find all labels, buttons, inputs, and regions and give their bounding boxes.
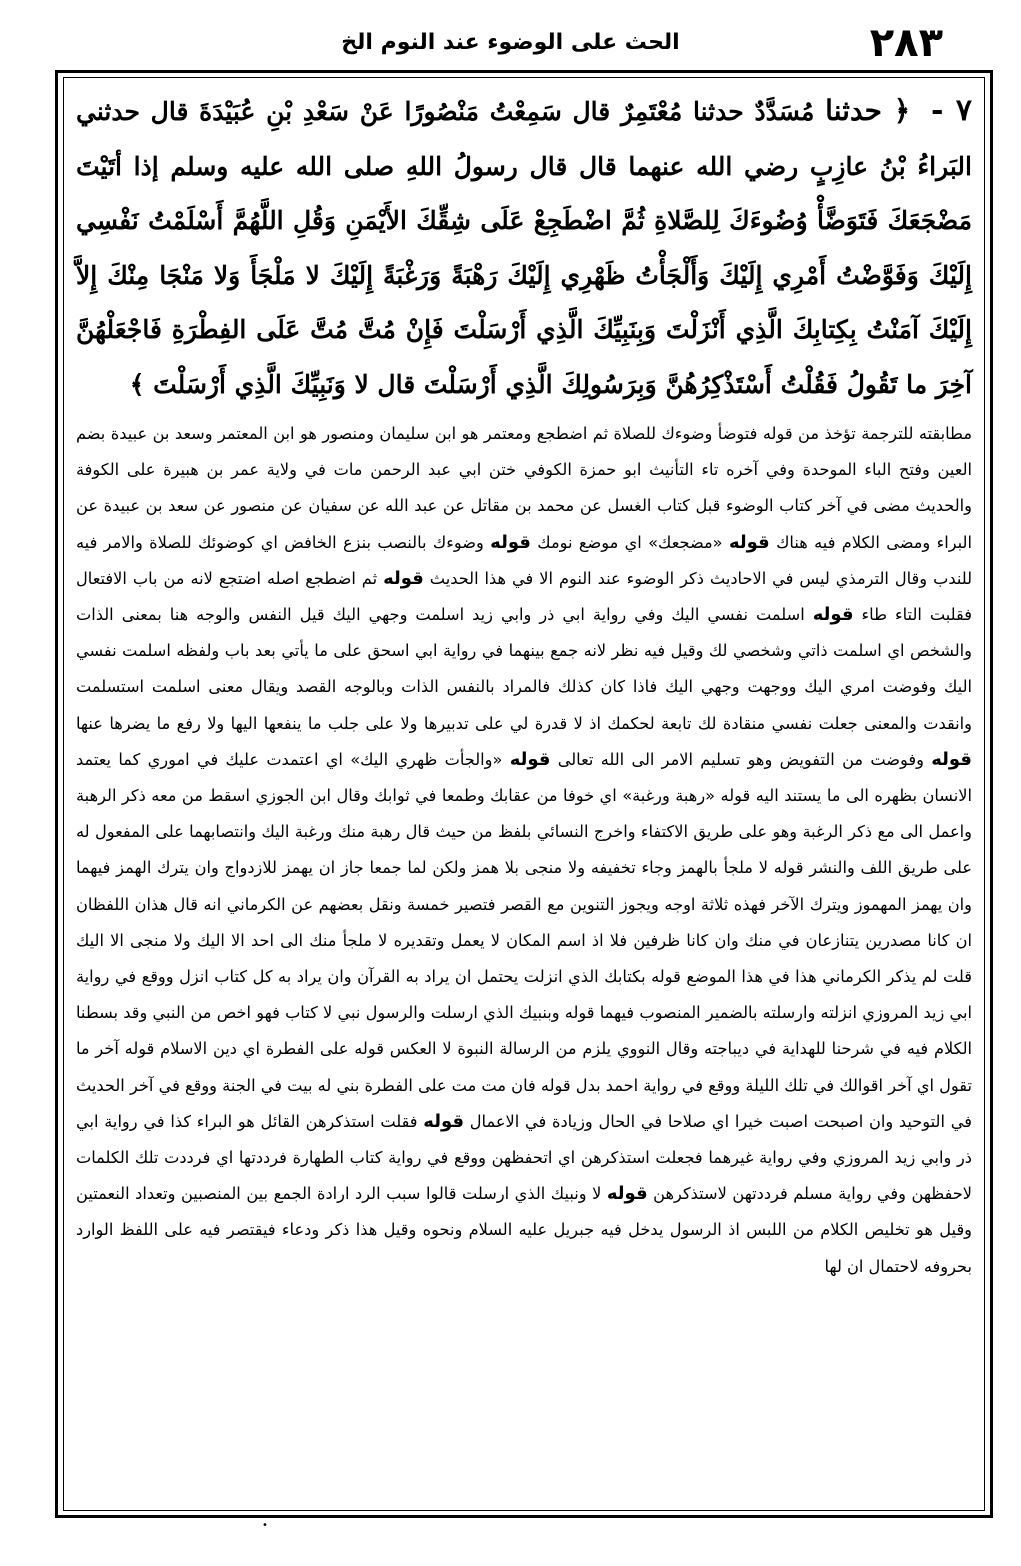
commentary-part: «مضجعك» اي موضع نومك [537, 532, 723, 552]
page-frame [63, 77, 985, 1511]
commentary-part: ثم اضطجع اصله اضتجع لانه من باب الافتعال فقلبت التاء طاء [76, 568, 972, 625]
commentary-part: اسلمت نفسي اليك وفي رواية ابي ذر وابي زيد اسلمت وجهي اليك قيل النفس والوجه هنا بمعنى الذات والشخص اي اسلمت ذاتي وشخصي لك وقيل فيه نظر لانه جمع بينهما في رواية ابي اسحق على ما يأتي بعد باب ولفظه اسلمت نفسي اليك وفوضت امري اليك ووجهت وجهي اليك فاذا كان كذلك فالمراد بالنفس الذات وبالوجه القصد ويقال معنى اسلمت استسلمت وانقدت والمعنى جعلت نفسي منقادة لك تابعة لحكمك اذ لا قدرة لي على تدبيرها ولا على جلب ما ينفعها اليها ولا رفع ما يضرها عنها [76, 605, 972, 733]
qawluhu-marker: قوله [383, 567, 424, 589]
hadith-body: مُسَدَّدٌ حدثنا مُعْتَمِرٌ قال سَمِعْتُ مَنْصُورًا عَنْ سَعْدِ بْنِ عُبَيْدَةَ قال حدثني البَراءُ بْنُ عازِبٍ رضي الله عنهما قال قال رسولُ اللهِ صلى الله عليه وسلم إذا أتَيْتَ مَضْجَعَكَ فَتَوَضَّأْ وُضُوءَكَ لِلصَّلاةِ ثُمَّ اضْطَجِعْ عَلَى شِقِّكَ الأَيْمَنِ وَقُلِ اللَّهُمَّ أَسْلَمْتُ نَفْسِي إِلَيْكَ وَفَوَّضْتُ أَمْرِي إِلَيْكَ وَأَلْجَأْتُ ظَهْرِي إِلَيْكَ رَهْبَةً وَرَغْبَةً إِلَيْكَ لا مَلْجَأَ وَلا مَنْجَا مِنْكَ إِلاَّ إِلَيْكَ آمَنْتُ بِكِتابِكَ الَّذِي أَنْزَلْتَ وَبِنَبِيِّكَ الَّذِي أَرْسَلْتَ فَإِنْ مُتَّ مُتَّ عَلَى الفِطْرَةِ فَاجْعَلْهُنَّ آخِرَ ما تَقُولُ فَقُلْتُ أَسْتَذْكِرُهُنَّ وَبِرَسُولِكَ الَّذِي أَرْسَلْتَ قال لا وَنَبِيِّكَ الَّذِي أَرْسَلْتَ [76, 97, 972, 399]
qawluhu-marker: قوله [423, 1110, 465, 1132]
page-header [60, 20, 961, 66]
commentary-text [76, 416, 972, 1285]
hadith-number: ٧ - [930, 93, 973, 128]
qawluhu-marker: قوله [931, 748, 972, 770]
hadith-text: ٧ - ﴿ حدثنا مُسَدَّدٌ حدثنا مُعْتَمِرٌ قال سَمِعْتُ مَنْصُورًا عَنْ سَعْدِ بْنِ عُبَيْدَةَ قال حدثني البَراءُ بْنُ عازِبٍ رضي الله عنهما قال قال رسولُ اللهِ صلى الله عليه وسلم إذا أتَيْتَ مَضْجَعَكَ فَتَوَضَّأْ وُضُوءَكَ لِلصَّلاةِ ثُمَّ اضْطَجِعْ عَلَى شِقِّكَ الأَيْمَنِ وَقُلِ اللَّهُمَّ أَسْلَمْتُ نَفْسِي إِلَيْكَ وَفَوَّضْتُ أَمْرِي إِلَيْكَ وَأَلْجَأْتُ ظَهْرِي إِلَيْكَ رَهْبَةً وَرَغْبَةً إِلَيْكَ لا مَلْجَأَ وَلا مَنْجَا مِنْكَ إِلاَّ إِلَيْكَ آمَنْتُ بِكِتابِكَ الَّذِي أَنْزَلْتَ وَبِنَبِيِّكَ الَّذِي أَرْسَلْتَ فَإِنْ مُتَّ مُتَّ عَلَى الفِطْرَةِ فَاجْعَلْهُنَّ آخِرَ ما تَقُولُ فَقُلْتُ أَسْتَذْكِرُهُنَّ وَبِرَسُولِكَ الَّذِي أَرْسَلْتَ قال لا وَنَبِيِّكَ الَّذِي أَرْسَلْتَ ﴾ [76, 93, 973, 399]
commentary-part: فقلت استذكرهن القائل هو البراء كذا في رواية ابي ذر وابي زيد المروزي وفي رواية غيرهما فجعلت استذكرهن اي اتحفظهن ووقع في رواية كتاب الطهارة فرددتها اي فرددت تلك الكلمات لاحفظهن وفي رواية مسلم فرددتهن لاستذكرهن [76, 1111, 972, 1204]
qawluhu-marker: قوله [728, 531, 770, 553]
qawluhu-marker: قوله [509, 748, 551, 770]
commentary-part: لا ونبيك الذي ارسلت قالوا سبب الرد ارادة الجمع بين المنصبين وتعداد النعمتين وقيل هو تخليص الكلام من اللبس اذ الرسول يدخل فيه جبريل عليه السلام ونحوه وقيل هذا ذكر ودعاء فيقتصر فيه على اللفظ الوارد بحروفه لاحتمال ان لها [76, 1184, 972, 1276]
qawluhu-marker: قوله [812, 604, 854, 626]
haddathana-word: حدثنا [825, 94, 882, 127]
haddathana-heading: ﴿ حدثنا [825, 94, 911, 127]
page-dot: • [262, 1520, 268, 1531]
commentary-part: «والجأت ظهري اليك» اي اعتمدت عليك في اموري كما يعتمد الانسان بظهره الى ما يستند اليه قوله «رهبة ورغبة» اي خوفا من عقابك وطمعا في ثوابك وقال ابن الجوزي اسقط من معه ذكر الرهبة واعمل الى مع ذكر الرغبة وهو على طريق الاكتفاء واخرج النسائي بلفظ من حيث قال رهبة منك ورغبة اليك وانتصابهما على المفعول له على طريق اللف والنشر قوله لا ملجأ بالهمز وجاء تخفيفه ولا منجى بلا همز ولكن لما جمعا جاز ان يهمز للازدواج وان يترك الهمز فيهما وان يهمز المهموز ويترك الآخر فهذه ثلاثة اوجه ويجوز التنوين مع القصر فتصير خمسة ونقل بعضهم عن الكرماني انه قال هذان اللفظان ان كانا مصدرين يتنازعان في منك وان كانا ظرفين فلا اذ اسم المكان لا يعمل وتقديره لا ملجأ منك الى احد الا اليك ولا منجى الا اليك قلت لم يذكر الكرماني هذا في هذا الموضع قوله بكتابك الذي انزلت يحتمل ان يراد به القرآن وان يراد به كل كتاب انزل ووقع في رواية ابي زيد المروزي انزلته وارسلته بالضمير المنصوب فيهما قوله وبنبيك الذي ارسلت والرسول نبي لا كتاب فهو اخص من النبي وقد بسطنا الكلام فيه في شرحنا للهداية في ديباجته وقال النووي يلزم من الرسالة النبوة لا العكس قوله على الفطرة اي دين الاسلام قوله آخر ما تقول اي آخر اقوالك في تلك الليلة ووقع في رواية احمد بدل قوله فان مت مت على الفطرة بني له بيت في الجنة ووقع في آخر الحديث في التوحيد وان اصبحت اصبت خيرا اي صلاحا في الحال وزيادة في الاعمال [76, 749, 972, 1131]
page-number: ٢٨٣ [869, 20, 943, 66]
commentary-part: مطابقته للترجمة تؤخذ من قوله فتوضأ وضوءك للصلاة ثم اضطجع ومعتمر هو ابن سليمان ومنصور هو ابن المعتمر وسعد بن عبيدة بضم العين وفتح الباء الموحدة وفي آخره تاء التأنيث ابو حمزة الكوفي ختن ابي عبد الرحمن مات في ولاية عمر بن هبيرة على الكوفة والحديث مضى في آخر كتاب الوضوء قبل كتاب الغسل عن محمد بن مقاتل عن عبد الله عن سفيان عن منصور عن سعد بن عبيدة عن البراء ومضى الكلام فيه هناك [76, 424, 972, 552]
commentary-part: وضوءك بالنصب بنزع الخافض اي كوضوئك للصلاة والامر فيه للندب وقال الترمذي ليس في الاحاديث ذكر الوضوء عند النوم الا في هذا الحديث [76, 532, 972, 588]
commentary-part: وفوضت من التفويض وهو تسليم الامر الى الله تعالى [557, 749, 924, 769]
qawluhu-marker: قوله [606, 1183, 648, 1205]
running-title: الحث على الوضوء عند النوم الخ [341, 30, 680, 55]
qawluhu-marker: قوله [490, 531, 531, 553]
